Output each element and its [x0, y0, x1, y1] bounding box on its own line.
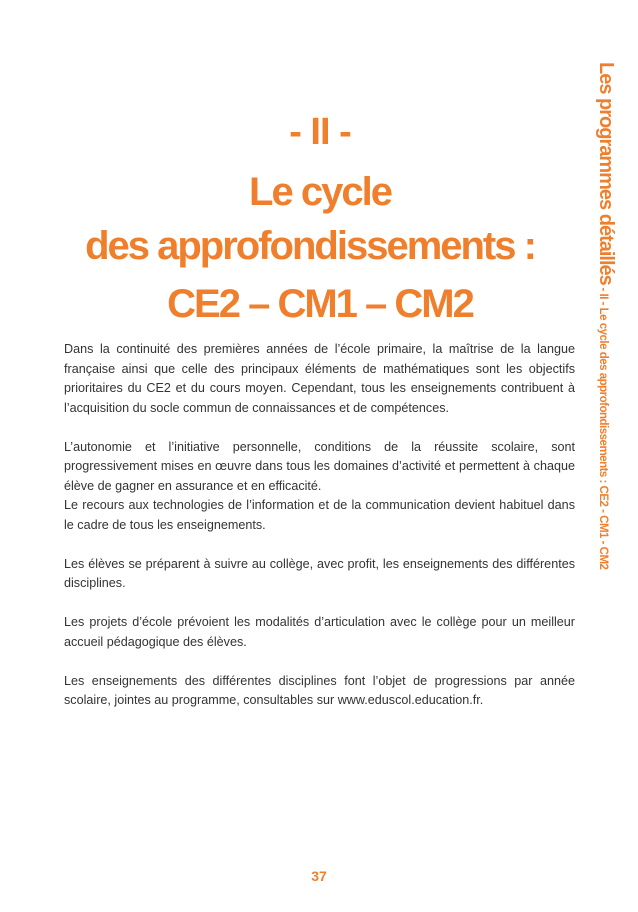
chapter-title [40, 110, 600, 330]
side-title-main: Les programmes détaillés [595, 62, 617, 285]
section-number: - II - [289, 111, 351, 153]
paragraph-2: L’autonomie et l’initiative personnelle, conditions de la réussite scolaire, sont progressivement mises en œuvre dans tous les domaines d’activité et permettent à chaque élève de gagner en assurance et en efficacité. [64, 439, 575, 493]
paragraph-1: Dans la continuité des premières années de l’école primaire, la maîtrise de la langue française ainsi que celle des principaux éléments de mathématiques sont les objectifs prioritaires du CE2 et du cours moyen. Cependant, tous les enseignements contribuent à l’acquisition du socle commun de connaissances et de compétences. [64, 342, 575, 415]
paragraph-6: Les enseignements des différentes disciplines font l’objet de progressions par année scolaire, jointes au programme, consultables sur www.eduscol.education.fr. [64, 673, 575, 707]
side-running-title [585, 62, 625, 632]
page-number: 37 [311, 868, 327, 884]
title-line-1: Le cycle [249, 170, 391, 214]
side-title-sub: Le cycle des approfondissements : CE2 - CM1 - CM2 [597, 307, 609, 570]
paragraph-5: Les projets d’école prévoient les modalités d’articulation avec le collège pour un meilleur accueil pédagogique des élèves. [64, 615, 575, 649]
paragraph-3: Le recours aux technologies de l’information et de la communication devient habituel dans le cadre de tous les enseignements. [64, 498, 575, 532]
title-line-3: CE2 – CM1 – CM2 [167, 282, 473, 326]
paragraph-4: Les élèves se préparent à suivre au collège, avec profit, les enseignements des différentes disciplines. [64, 556, 575, 590]
body-text [64, 340, 575, 730]
side-title-separator: - II - [597, 284, 609, 308]
title-line-2: des approfondissements : [85, 224, 535, 268]
